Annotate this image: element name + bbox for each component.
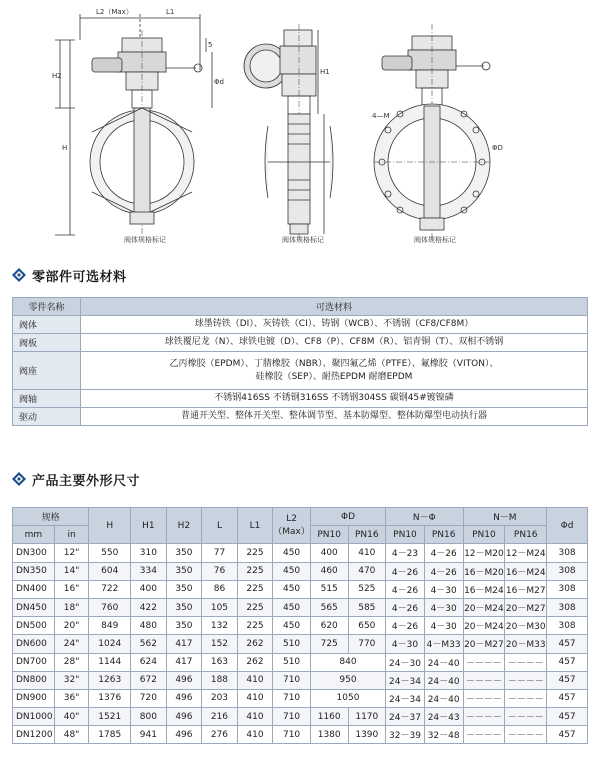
cell-size-in: 20": [54, 617, 89, 635]
cell-size-mm: DN700: [13, 653, 55, 671]
dimensions-table-body: [13, 544, 588, 744]
cell-n-phi-pn16: 24－40: [424, 689, 463, 707]
cell-h1: 672: [131, 671, 167, 689]
cell-size-in: 40": [54, 708, 89, 726]
dim-h1-label: H1: [320, 68, 330, 76]
header-n-phi: N－Φ: [386, 508, 463, 526]
cell-l: 163: [202, 653, 238, 671]
header-d-pn10: PN10: [310, 526, 348, 544]
cell-d-pn16: 1390: [348, 726, 386, 744]
cell-n-phi-pn16: 24－40: [424, 653, 463, 671]
cell-l: 152: [202, 635, 238, 653]
dim-n-m-label: 4—M: [372, 112, 390, 120]
cell-l2: 510: [273, 653, 311, 671]
cell-n-phi-pn16: 4－30: [424, 598, 463, 616]
diamond-bullet-icon: [12, 268, 26, 282]
cell-h: 849: [89, 617, 131, 635]
part-materials: [81, 352, 588, 390]
header-l: L: [202, 508, 238, 544]
cell-d-pn10: 725: [310, 635, 348, 653]
part-name: 阀座: [13, 352, 81, 390]
cell-small-d: 457: [547, 671, 588, 689]
cell-n-m-pn10: 16－M24: [463, 580, 505, 598]
dim-h-label: H: [62, 144, 68, 152]
cell-size-in: 48": [54, 726, 89, 744]
table-row: [13, 316, 588, 334]
cell-n-phi-pn16: 4－30: [424, 580, 463, 598]
dimensions-table: [12, 507, 588, 744]
cell-h2: 417: [166, 653, 202, 671]
table-row: [13, 635, 588, 653]
cell-n-phi-pn16: 24－40: [424, 671, 463, 689]
cell-d-pn10: 1050: [310, 689, 385, 707]
cell-h: 1263: [89, 671, 131, 689]
cell-n-m-pn16: 16－M27: [505, 580, 547, 598]
cell-size-in: 36": [54, 689, 89, 707]
cell-n-m-pn10: 20－M24: [463, 617, 505, 635]
header-n-m: N－M: [463, 508, 547, 526]
materials-table-header: [13, 298, 588, 316]
cell-l1: 410: [237, 689, 273, 707]
cell-size-in: 32": [54, 671, 89, 689]
cell-n-phi-pn16: 24－43: [424, 708, 463, 726]
cell-h: 1024: [89, 635, 131, 653]
cell-d-pn16: 1170: [348, 708, 386, 726]
part-materials: 不锈钢416SS 不锈钢316SS 不锈钢304SS 碳钢45#镀镍磷: [81, 390, 588, 408]
cell-l1: 225: [237, 617, 273, 635]
cell-l: 203: [202, 689, 238, 707]
table-row: [13, 562, 588, 580]
cell-n-phi-pn10: 24－34: [386, 671, 425, 689]
cell-small-d: 308: [547, 598, 588, 616]
cell-h: 760: [89, 598, 131, 616]
table-row: [13, 689, 588, 707]
cell-h: 1144: [89, 653, 131, 671]
cell-d-pn10: 1380: [310, 726, 348, 744]
cell-n-phi-pn10: 4－26: [386, 580, 425, 598]
materials-table: [12, 297, 588, 426]
cell-n-phi-pn16: 32－48: [424, 726, 463, 744]
cell-size-mm: DN1000: [13, 708, 55, 726]
cell-size-in: 16": [54, 580, 89, 598]
cell-n-phi-pn10: 4－26: [386, 617, 425, 635]
cell-d-pn10: 400: [310, 544, 348, 562]
materials-section-header: [12, 265, 127, 285]
cell-h: 1521: [89, 708, 131, 726]
cell-size-mm: DN350: [13, 562, 55, 580]
header-d: ΦD: [310, 508, 385, 526]
cell-n-m-pn16: －－－－: [505, 653, 547, 671]
header-d-pn16: PN16: [348, 526, 386, 544]
cell-d-pn16: 470: [348, 562, 386, 580]
cell-h2: 496: [166, 726, 202, 744]
cell-small-d: 457: [547, 635, 588, 653]
cell-small-d: 308: [547, 580, 588, 598]
cell-h1: 562: [131, 635, 167, 653]
cell-n-phi-pn10: 4－26: [386, 562, 425, 580]
cell-h2: 496: [166, 708, 202, 726]
materials-section-title: 零部件可选材料: [32, 269, 127, 285]
cell-l: 216: [202, 708, 238, 726]
cell-size-in: 28": [54, 653, 89, 671]
cell-d-pn16: 585: [348, 598, 386, 616]
dim-l2-label: L2（Max）: [96, 8, 133, 16]
cell-l2: 450: [273, 580, 311, 598]
part-materials: 球墨铸铁（DI）、灰铸铁（CI）、铸钢（WCB）、不锈钢（CF8/CF8M）: [81, 316, 588, 334]
cell-l: 105: [202, 598, 238, 616]
cell-l1: 410: [237, 708, 273, 726]
cell-n-m-pn16: －－－－: [505, 689, 547, 707]
cell-l2: 710: [273, 671, 311, 689]
cell-size-in: 12": [54, 544, 89, 562]
cell-h: 1785: [89, 726, 131, 744]
cell-l2: 450: [273, 598, 311, 616]
cell-n-m-pn10: 20－M24: [463, 598, 505, 616]
cell-d-pn10: 515: [310, 580, 348, 598]
cell-n-m-pn16: 12－M24: [505, 544, 547, 562]
cell-d-pn10: 950: [310, 671, 385, 689]
cell-size-mm: DN600: [13, 635, 55, 653]
part-materials: 普通开关型、整体开关型、整体调节型、基本防爆型、整体防爆型电动执行器: [81, 408, 588, 426]
cell-size-mm: DN400: [13, 580, 55, 598]
cell-l2: 450: [273, 544, 311, 562]
cell-l: 77: [202, 544, 238, 562]
dim-d-label: ΦD: [492, 144, 503, 152]
cell-h2: 496: [166, 689, 202, 707]
cell-n-phi-pn16: 4－M33: [424, 635, 463, 653]
valve-drawings: [0, 0, 600, 250]
cell-l: 132: [202, 617, 238, 635]
header-in: in: [54, 526, 89, 544]
table-row: [13, 671, 588, 689]
cell-h1: 310: [131, 544, 167, 562]
figure-1-caption: 阀体规格标记: [124, 236, 166, 244]
part-name: 阀板: [13, 334, 81, 352]
cell-h1: 720: [131, 689, 167, 707]
cell-l: 188: [202, 671, 238, 689]
dim-l1-label: L1: [166, 8, 175, 16]
table-row: [13, 334, 588, 352]
cell-size-mm: DN1200: [13, 726, 55, 744]
cell-l2: 710: [273, 708, 311, 726]
header-h1: H1: [131, 508, 167, 544]
cell-n-m-pn16: 20－M27: [505, 598, 547, 616]
cell-l: 86: [202, 580, 238, 598]
cell-h1: 941: [131, 726, 167, 744]
cell-size-in: 18": [54, 598, 89, 616]
cell-h2: 350: [166, 617, 202, 635]
header-l1: L1: [237, 508, 273, 544]
cell-n-m-pn10: 12－M20: [463, 544, 505, 562]
cell-h2: 496: [166, 671, 202, 689]
header-n-m-pn10: PN10: [463, 526, 505, 544]
header-h2: H2: [166, 508, 202, 544]
cell-d-pn10: 460: [310, 562, 348, 580]
cell-n-phi-pn10: 24－37: [386, 708, 425, 726]
cell-l1: 225: [237, 598, 273, 616]
dimensions-section-header: [12, 469, 140, 489]
header-l2-top: L2: [286, 514, 297, 525]
part-name: 驱动: [13, 408, 81, 426]
cell-l1: 262: [237, 653, 273, 671]
cell-size-mm: DN300: [13, 544, 55, 562]
header-n-phi-pn16: PN16: [424, 526, 463, 544]
cell-h2: 350: [166, 580, 202, 598]
dim-h3-label: 5: [208, 41, 213, 49]
cell-n-m-pn10: －－－－: [463, 708, 505, 726]
cell-h1: 480: [131, 617, 167, 635]
header-h: H: [89, 508, 131, 544]
cell-h2: 350: [166, 562, 202, 580]
cell-n-m-pn16: －－－－: [505, 708, 547, 726]
cell-l2: 710: [273, 689, 311, 707]
figure-front-view: [55, 14, 212, 235]
table-row: [13, 653, 588, 671]
cell-small-d: 308: [547, 617, 588, 635]
cell-h1: 334: [131, 562, 167, 580]
valve-drawings-svg: [0, 0, 600, 250]
cell-n-phi-pn10: 24－34: [386, 689, 425, 707]
cell-small-d: 457: [547, 689, 588, 707]
cell-l1: 225: [237, 544, 273, 562]
cell-l1: 410: [237, 726, 273, 744]
table-row: [13, 598, 588, 616]
header-l2: [273, 508, 311, 544]
cell-d-pn10: 565: [310, 598, 348, 616]
cell-n-m-pn10: －－－－: [463, 653, 505, 671]
cell-l2: 450: [273, 617, 311, 635]
cell-n-phi-pn10: 4－30: [386, 635, 425, 653]
cell-h1: 800: [131, 708, 167, 726]
cell-n-m-pn16: －－－－: [505, 726, 547, 744]
cell-size-mm: DN500: [13, 617, 55, 635]
cell-h2: 350: [166, 598, 202, 616]
cell-size-mm: DN900: [13, 689, 55, 707]
cell-size-mm: DN800: [13, 671, 55, 689]
table-row: [13, 580, 588, 598]
dim-h2-label: H2: [52, 72, 62, 80]
cell-n-m-pn16: 16－M24: [505, 562, 547, 580]
figure-side-view: [244, 24, 333, 240]
cell-small-d: 457: [547, 726, 588, 744]
cell-l1: 410: [237, 671, 273, 689]
cell-d-pn16: 410: [348, 544, 386, 562]
cell-l2: 510: [273, 635, 311, 653]
header-spec: 规格: [13, 508, 89, 526]
cell-small-d: 457: [547, 653, 588, 671]
cell-size-in: 14": [54, 562, 89, 580]
cell-h1: 422: [131, 598, 167, 616]
cell-small-d: 308: [547, 544, 588, 562]
cell-h2: 350: [166, 544, 202, 562]
table-row: [13, 726, 588, 744]
header-materials: 可选材料: [81, 298, 588, 316]
part-materials-line-1: 乙丙橡胶（EPDM）、丁腈橡胶（NBR）、聚四氟乙烯（PTFE）、氟橡胶（VITON）、: [169, 358, 499, 369]
header-mm: mm: [13, 526, 55, 544]
cell-n-m-pn10: 20－M27: [463, 635, 505, 653]
cell-h: 604: [89, 562, 131, 580]
header-n-phi-pn10: PN10: [386, 526, 425, 544]
cell-h1: 624: [131, 653, 167, 671]
cell-d-pn10: 840: [310, 653, 385, 671]
dimensions-section-title: 产品主要外形尺寸: [32, 473, 141, 489]
table-row: [13, 544, 588, 562]
figure-2-caption: 阀体规格标记: [282, 236, 324, 244]
part-name: 阀体: [13, 316, 81, 334]
cell-d-pn16: 525: [348, 580, 386, 598]
part-materials-line-2: 硅橡胶（SEP）、耐热EPDM 耐磨EPDM: [255, 371, 413, 382]
figure-flanged-view: [374, 24, 490, 240]
diamond-bullet-icon: [12, 472, 26, 486]
cell-l: 76: [202, 562, 238, 580]
cell-h2: 417: [166, 635, 202, 653]
dimensions-header-row-1: [13, 508, 588, 526]
header-small-d: Φd: [547, 508, 588, 544]
cell-h: 1376: [89, 689, 131, 707]
table-row: [13, 408, 588, 426]
cell-n-m-pn16: 20－M30: [505, 617, 547, 635]
table-row: [13, 390, 588, 408]
cell-n-m-pn16: －－－－: [505, 671, 547, 689]
part-materials: 球铁覆尼龙（N）、球铁电镀（D）、CF8（P）、CF8M（R）、铝青铜（T）、双相不锈钢: [81, 334, 588, 352]
cell-h1: 400: [131, 580, 167, 598]
table-row: [13, 352, 588, 390]
cell-l2: 710: [273, 726, 311, 744]
cell-n-m-pn16: 20－M33: [505, 635, 547, 653]
cell-l: 276: [202, 726, 238, 744]
cell-h: 722: [89, 580, 131, 598]
part-name: 阀轴: [13, 390, 81, 408]
cell-small-d: 457: [547, 708, 588, 726]
cell-d-pn10: 620: [310, 617, 348, 635]
table-row: [13, 708, 588, 726]
cell-n-m-pn10: 16－M20: [463, 562, 505, 580]
cell-small-d: 308: [547, 562, 588, 580]
figure-3-caption: 阀体规格标记: [414, 236, 456, 244]
cell-d-pn16: 770: [348, 635, 386, 653]
cell-n-phi-pn16: 4－26: [424, 562, 463, 580]
cell-d-pn10: 1160: [310, 708, 348, 726]
cell-n-phi-pn10: 32－39: [386, 726, 425, 744]
cell-l1: 225: [237, 562, 273, 580]
cell-l1: 225: [237, 580, 273, 598]
cell-l1: 262: [237, 635, 273, 653]
header-part-name: 零件名称: [13, 298, 81, 316]
cell-n-phi-pn10: 4－23: [386, 544, 425, 562]
cell-n-phi-pn16: 4－26: [424, 544, 463, 562]
cell-h: 550: [89, 544, 131, 562]
cell-n-phi-pn10: 4－26: [386, 598, 425, 616]
cell-size-mm: DN450: [13, 598, 55, 616]
cell-n-m-pn10: －－－－: [463, 671, 505, 689]
cell-n-phi-pn10: 24－30: [386, 653, 425, 671]
cell-n-m-pn10: －－－－: [463, 689, 505, 707]
cell-n-phi-pn16: 4－30: [424, 617, 463, 635]
dim-d-small-label: Φd: [214, 78, 224, 86]
table-row: [13, 617, 588, 635]
cell-n-m-pn10: －－－－: [463, 726, 505, 744]
cell-l2: 450: [273, 562, 311, 580]
header-n-m-pn16: PN16: [505, 526, 547, 544]
header-l2-bottom: （Max）: [273, 527, 310, 538]
cell-d-pn16: 650: [348, 617, 386, 635]
cell-size-in: 24": [54, 635, 89, 653]
